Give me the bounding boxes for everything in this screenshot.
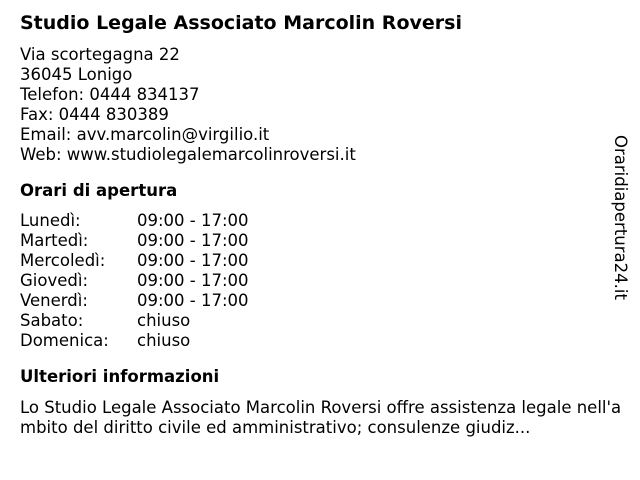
address-street: Via scortegagna 22	[20, 45, 180, 64]
hours-value: 09:00 - 17:00	[137, 211, 249, 230]
phone-number: Telefon: 0444 834137	[20, 85, 200, 104]
day-label: Mercoledì:	[20, 251, 106, 270]
day-label: Lunedì:	[20, 211, 81, 230]
hours-row-saturday	[20, 311, 620, 331]
website-address: Web: www.studiolegalemarcolinroversi.it	[20, 145, 356, 164]
hours-row-monday	[20, 211, 620, 231]
additional-info-text: Lo Studio Legale Associato Marcolin Roversi offre assistenza legale nell'ambito del diritto civile ed amministrativo; consulenze giudiz...	[20, 398, 622, 437]
contact-block	[20, 45, 620, 165]
email-address: Email: avv.marcolin@virgilio.it	[20, 125, 270, 144]
hours-row-thursday	[20, 271, 620, 291]
hours-row-tuesday	[20, 231, 620, 251]
day-label: Martedì:	[20, 231, 89, 250]
fax-number: Fax: 0444 830389	[20, 105, 169, 124]
hours-value: chiuso	[137, 311, 191, 330]
opening-hours-heading: Orari di apertura	[20, 181, 178, 200]
day-label: Giovedì:	[20, 271, 88, 290]
hours-value: 09:00 - 17:00	[137, 251, 249, 270]
day-label: Sabato:	[20, 311, 84, 330]
hours-value: 09:00 - 17:00	[137, 271, 249, 290]
hours-value: chiuso	[137, 331, 191, 350]
address-city: 36045 Lonigo	[20, 65, 133, 84]
hours-row-friday	[20, 291, 620, 311]
day-label: Venerdì:	[20, 291, 88, 310]
hours-value: 09:00 - 17:00	[137, 231, 249, 250]
day-label: Domenica:	[20, 331, 109, 350]
hours-row-sunday	[20, 331, 620, 351]
watermark-text: Oraridiapertura24.it	[611, 135, 630, 300]
additional-info-heading: Ulteriori informazioni	[20, 367, 220, 386]
business-card	[20, 10, 620, 438]
hours-row-wednesday	[20, 251, 620, 271]
hours-value: 09:00 - 17:00	[137, 291, 249, 310]
business-name: Studio Legale Associato Marcolin Roversi	[20, 12, 462, 34]
opening-hours-table	[20, 211, 620, 351]
